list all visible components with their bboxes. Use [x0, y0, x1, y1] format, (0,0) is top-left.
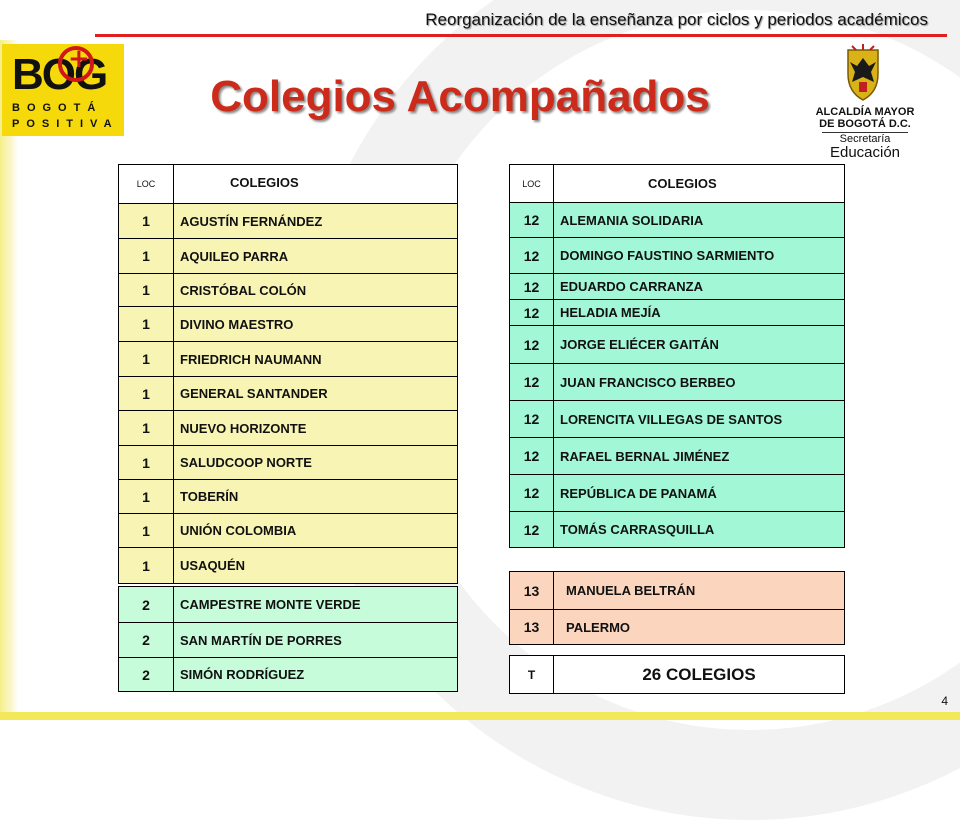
header-divider: [95, 34, 947, 37]
alcaldia-text: ALCALDÍA MAYOR DE BOGOTÁ D.C.: [815, 106, 915, 130]
coat-of-arms-icon: [838, 44, 888, 102]
table-row: 12 JORGE ELIÉCER GAITÁN: [510, 326, 845, 364]
table-row: 1 AGUSTÍN FERNÁNDEZ: [119, 204, 458, 239]
table-localidad-12: [509, 164, 845, 548]
table-row: 1 TOBERÍN: [119, 480, 458, 514]
table-row: 1 DIVINO MAESTRO: [119, 307, 458, 342]
table-header-row: [119, 165, 458, 204]
table-row: 13 MANUELA BELTRÁN: [510, 572, 845, 610]
table-row: 1 UNIÓN COLOMBIA: [119, 514, 458, 548]
loc-header: LOC: [119, 165, 174, 204]
table-row: 1 CRISTÓBAL COLÓN: [119, 274, 458, 307]
table-localidad-1: [118, 164, 458, 584]
table-row: 2 CAMPESTRE MONTE VERDE: [119, 587, 458, 623]
table-row: 2 SAN MARTÍN DE PORRES: [119, 623, 458, 658]
table-row: 1 FRIEDRICH NAUMANN: [119, 342, 458, 377]
table-row: 12 RAFAEL BERNAL JIMÉNEZ: [510, 438, 845, 475]
page-title: Colegios Acompañados: [210, 72, 710, 121]
table-row: 12 DOMINGO FAUSTINO SARMIENTO: [510, 238, 845, 274]
table-row: 12 ALEMANIA SOLIDARIA: [510, 203, 845, 238]
alcaldia-logo: [800, 40, 930, 160]
table-row: 12 REPÚBLICA DE PANAMÁ: [510, 475, 845, 512]
table-row: 2 SIMÓN RODRÍGUEZ: [119, 658, 458, 692]
logo-big-text: BOG: [12, 50, 107, 99]
page-number: 4: [941, 694, 948, 708]
table-row: 12 TOMÁS CARRASQUILLA: [510, 512, 845, 548]
total-label: T: [510, 656, 554, 694]
table-row: 1 GENERAL SANTANDER: [119, 377, 458, 411]
table-row: 12 EDUARDO CARRANZA: [510, 274, 845, 300]
slide-subtitle: Reorganización de la enseñanza por ciclos y periodos académicos: [425, 10, 928, 29]
colegios-header: COLEGIOS: [554, 165, 845, 203]
secretaria-text: Secretaría: [839, 133, 891, 145]
logo-line1: BOGOTÁ: [12, 102, 103, 114]
table-row: 1 NUEVO HORIZONTE: [119, 411, 458, 446]
table-header-row: [510, 165, 845, 203]
colegios-header: COLEGIOS: [174, 165, 458, 204]
table-row: 12 LORENCITA VILLEGAS DE SANTOS: [510, 401, 845, 438]
table-localidad-2: [118, 586, 458, 692]
table-row: 1 SALUDCOOP NORTE: [119, 446, 458, 480]
table-row: 13 PALERMO: [510, 610, 845, 645]
table-row: 1 AQUILEO PARRA: [119, 239, 458, 274]
loc-header: LOC: [510, 165, 554, 203]
left-accent-bar: [0, 40, 18, 720]
table-localidad-13: [509, 571, 845, 645]
total-row: [510, 656, 845, 694]
total-value: 26 COLEGIOS: [554, 656, 845, 694]
table-row: 12 HELADIA MEJÍA: [510, 300, 845, 326]
total-table: [509, 655, 845, 694]
table-row: 12 JUAN FRANCISCO BERBEO: [510, 364, 845, 401]
logo-line2: POSITIVA: [12, 118, 119, 130]
educacion-text: Educación: [829, 144, 901, 161]
table-row: 1 USAQUÉN: [119, 548, 458, 584]
bottom-accent-bar: [0, 712, 960, 720]
